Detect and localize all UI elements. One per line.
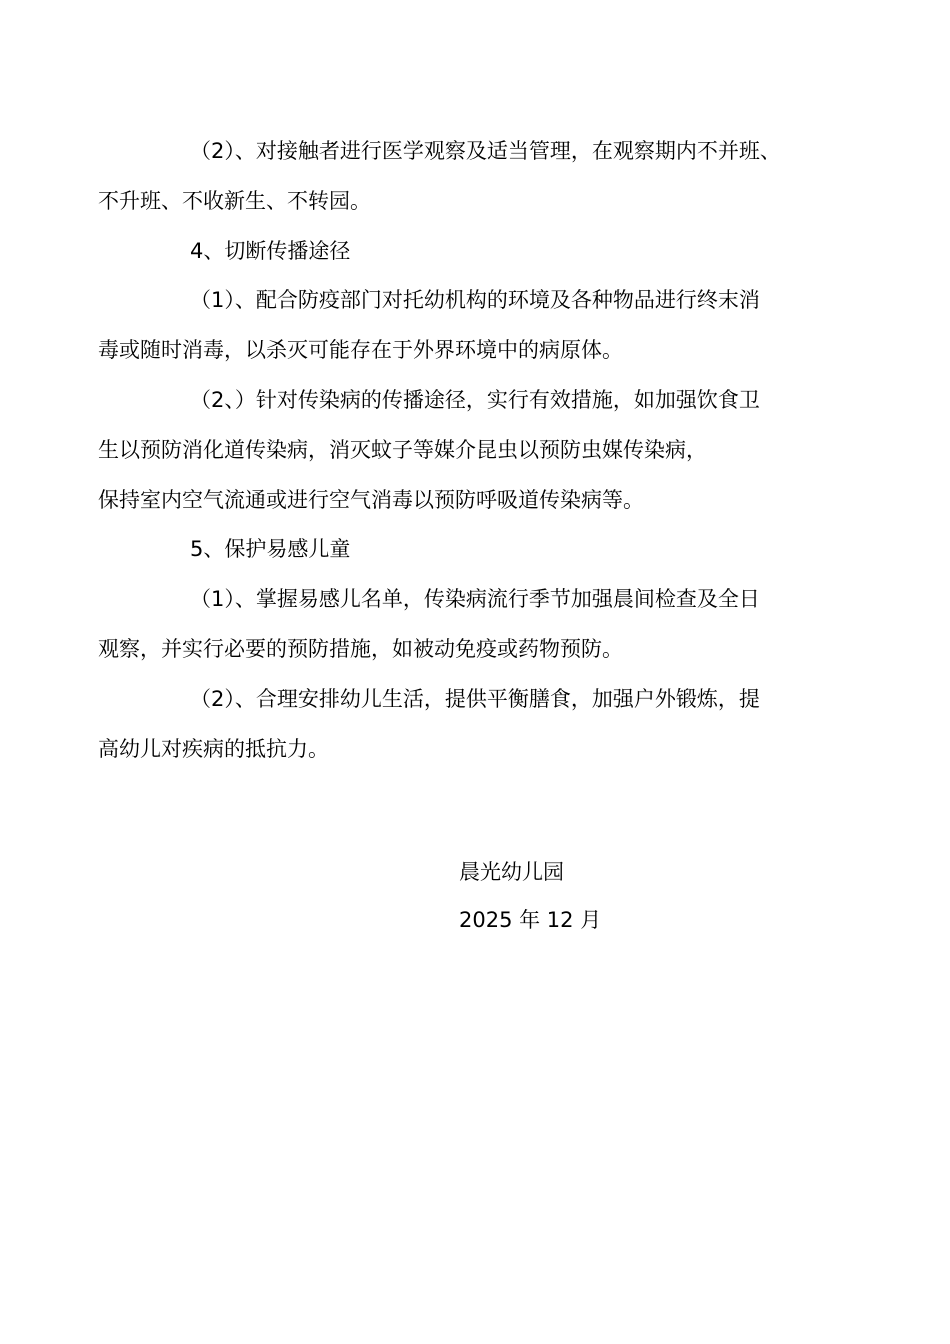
- text-line: 保持室内空气流通或进行空气消毒以预防呼吸道传染病等。: [98, 487, 644, 512]
- text-line: 高幼儿对疾病的抵抗力。: [98, 736, 329, 761]
- text-line: 观察，并实行必要的预防措施，如被动免疫或药物预防。: [98, 636, 623, 661]
- signature-organization: 晨光幼儿园: [459, 860, 564, 884]
- text-line: （2）、对接触者进行医学观察及适当管理，在观察期内不并班、: [190, 139, 781, 163]
- paragraph-disinfection: [98, 276, 814, 376]
- signature-block: [459, 848, 759, 944]
- text-line: （2）、合理安排幼儿生活，提供平衡膳食，加强户外锻炼，提: [190, 686, 760, 711]
- text-line: （2、）针对传染病的传播途径，实行有效措施，如加强饮食卫: [190, 387, 760, 412]
- text-line: 不升班、不收新生、不转园。: [98, 188, 371, 213]
- text-line: 毒或随时消毒，以杀灭可能存在于外界环境中的病原体。: [98, 338, 623, 363]
- paragraph-transmission-measures: [98, 376, 814, 525]
- text-line: 生以预防消化道传染病，消灭蚊子等媒介昆虫以预防虫媒传染病，: [98, 437, 707, 462]
- text-line: （1）、掌握易感儿名单，传染病流行季节加强晨间检查及全日: [190, 587, 760, 612]
- paragraph-daily-life: [98, 675, 814, 775]
- heading-text: 4、切断传播途径: [190, 238, 351, 263]
- section-heading-protect-children: [144, 525, 814, 575]
- text-line: （1）、配合防疫部门对托幼机构的环境及各种物品进行终末消: [190, 288, 760, 313]
- paragraph-contacts-observation: [98, 127, 814, 227]
- paragraph-susceptible-list: [98, 575, 814, 675]
- heading-text: 5、保护易感儿童: [190, 537, 351, 562]
- section-heading-cut-transmission: [144, 227, 814, 277]
- document-body: [98, 127, 814, 774]
- signature-date: 2025 年 12 月: [459, 908, 602, 932]
